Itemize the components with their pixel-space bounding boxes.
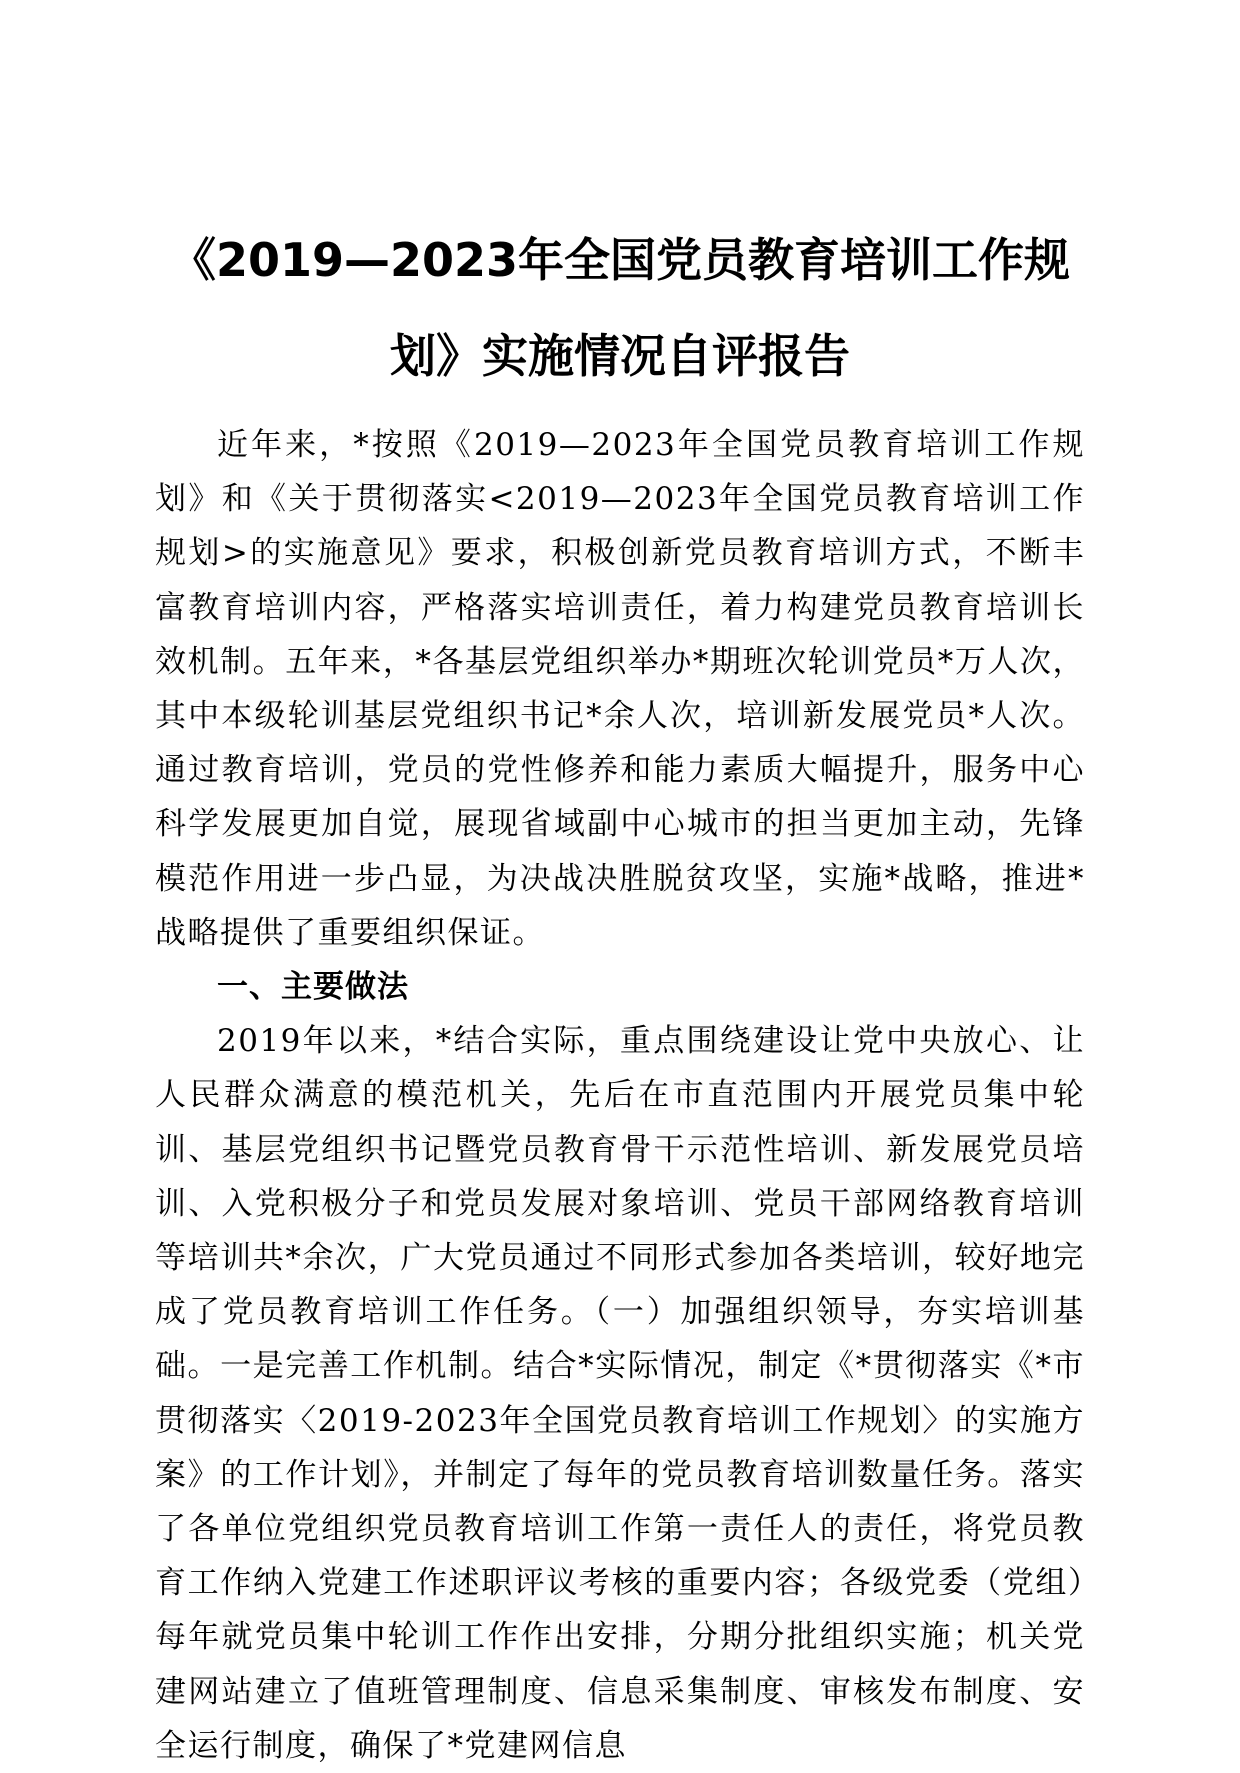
section-paragraph: 2019年以来，*结合实际，重点围绕建设让党中央放心、让人民群众满意的模范机关，先后在市直范围内开展党员集中轮训、基层党组织书记暨党员教育骨干示范性培训、新发展党员培训、入党积极分子和党员发展对象培训、党员干部网络教育培训等培训共*余次，广大党员通过不同形式参加各类培训，较好地完成了党员教育培训工作任务。（一）加强组织领导，夯实培训基础。一是完善工作机制。结合*实际情况，制定《*贯彻落实《*市贯彻落实〈2019-2023年全国党员教育培训工作规划〉的实施方案》的工作计划》，并制定了每年的党员教育培训数量任务。落实了各单位党组织党员教育培训工作第一责任人的责任，将党员教育工作纳入党建工作述职评议考核的重要内容；各级党委（党组）每年就党员集中轮训工作作出安排，分期分批组织实施；机关党建网站建立了值班管理制度、信息采集制度、审核发布制度、安全运行制度，确保了*党建网信息 xyxy=(155,1023,1085,1764)
document-body xyxy=(155,418,1085,1773)
intro-paragraph: 近年来，*按照《2019—2023年全国党员教育培训工作规划》和《关于贯彻落实<2019—2023年全国党员教育培训工作规划>的实施意见》要求，积极创新党员教育培训方式，不断丰富教育培训内容，严格落实培训责任，着力构建党员教育培训长效机制。五年来，*各基层党组织举办*期班次轮训党员*万人次，其中本级轮训基层党组织书记*余人次，培训新发展党员*人次。通过教育培训，党员的党性修养和能力素质大幅提升，服务中心科学发展更加自觉，展现省域副中心城市的担当更加主动，先锋模范作用进一步凸显，为决战决胜脱贫攻坚，实施*战略，推进*战略提供了重要组织保证。 xyxy=(155,427,1085,951)
document-title-line-2: 划》实施情况自评报告 xyxy=(390,329,850,383)
section-heading: 一、主要做法 xyxy=(217,969,409,1006)
document-title-line-1: 《2019—2023年全国党员教育培训工作规 xyxy=(169,233,1071,287)
